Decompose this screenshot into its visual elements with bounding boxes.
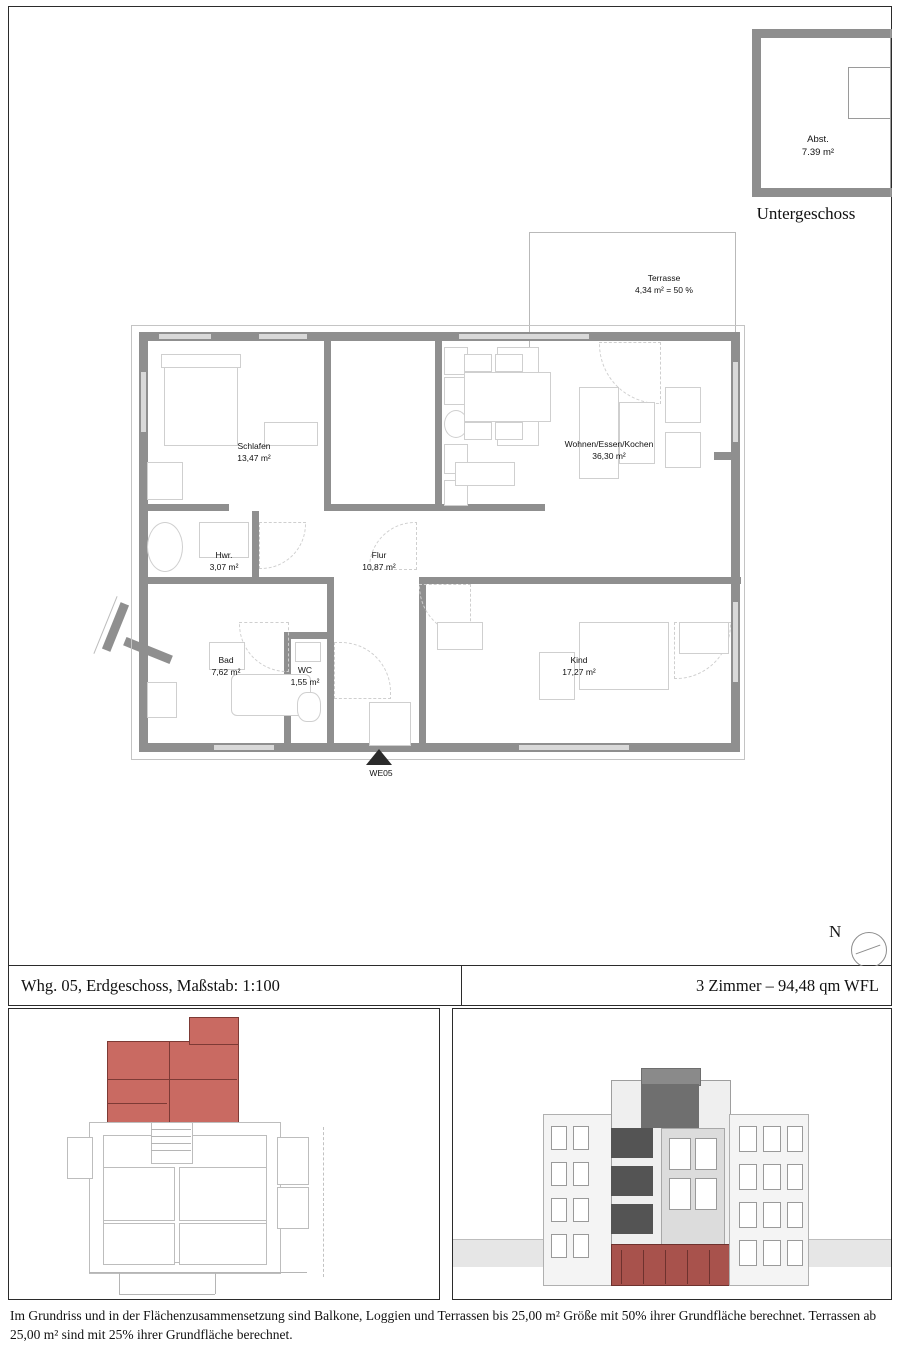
elevation-window-c1 [669, 1138, 691, 1170]
room-name-kind: Kind [570, 655, 588, 665]
elevation-panel [452, 1008, 892, 1300]
basement-room-area: 7.39 m² [801, 147, 835, 158]
window-right-1 [733, 362, 738, 442]
north-label: N [829, 922, 842, 941]
elevation-highlight-unit [611, 1244, 731, 1286]
elevation-window-l3 [551, 1162, 567, 1186]
elevation-window-r9 [787, 1202, 803, 1228]
elevation-window-r4 [739, 1164, 757, 1190]
wall-bath-right [327, 577, 334, 747]
key-plan-stair-tread-2 [151, 1136, 191, 1137]
key-plan-unit-g [277, 1187, 309, 1229]
elevation-window-r12 [787, 1240, 803, 1266]
basement-wall-bottom [752, 188, 892, 197]
window-bedroom-top [159, 334, 211, 339]
furniture-kind-shelf [437, 622, 483, 650]
title-divider [461, 966, 462, 1006]
room-name-wc: WC [297, 665, 313, 675]
furniture-wc-sink [295, 642, 321, 662]
room-area-wc: 1,55 m² [290, 677, 320, 687]
elevation-hl-line-4 [687, 1250, 688, 1284]
furniture-sideboard [455, 462, 515, 486]
key-plan-highlight-terrace [189, 1017, 239, 1045]
elevation-hl-line-1 [621, 1250, 622, 1284]
room-area-schlafen: 13,47 m² [237, 453, 271, 463]
elevation-window-r3 [787, 1126, 803, 1152]
elevation-window-l4 [573, 1162, 589, 1186]
key-plan-unit-b [179, 1167, 267, 1221]
elevation-window-l7 [551, 1234, 567, 1258]
furniture-kind-wardrobe [679, 622, 729, 654]
footnote-text: Im Grundriss und in der Flächenzusammensetzung sind Balkone, Loggien und Terrassen bis 25,00 m² Größe mit 50% ihrer Grundfläche berechnet. Terrassen ab 25,00 m² sind mit 25% ihrer Grundfläche berechnet. [10, 1308, 877, 1342]
room-label-wc [269, 664, 341, 688]
elevation-window-c3 [669, 1178, 691, 1210]
key-plan-drawing [59, 1017, 359, 1297]
elevation-window-c2 [695, 1138, 717, 1170]
elevation-window-c4 [695, 1178, 717, 1210]
window-kind-bottom [519, 745, 629, 750]
elevation-window-r2 [763, 1126, 781, 1152]
wall-bedroom-right [324, 341, 331, 511]
elevation-drawing [543, 1054, 813, 1254]
room-label-flur [334, 549, 424, 573]
key-plan-panel [8, 1008, 440, 1300]
room-label-schlafen [199, 440, 309, 464]
room-label-hwr [179, 549, 269, 573]
room-name-wohnen: Wohnen/Essen/Kochen [564, 439, 654, 449]
north-circle-icon [851, 932, 887, 968]
elevation-balcony-2 [611, 1166, 653, 1196]
door-swing-wc [334, 642, 391, 699]
elevation-window-r1 [739, 1126, 757, 1152]
key-plan-tick-1 [119, 1272, 120, 1294]
furniture-hall-closet [369, 702, 411, 746]
key-plan-unit-f [277, 1137, 309, 1185]
title-left-text: Whg. 05, Erdgeschoss, Maßstab: 1:100 [21, 976, 280, 995]
room-area-wohnen: 36,30 m² [592, 451, 626, 461]
room-name-bad: Bad [218, 655, 234, 665]
north-arrow [829, 922, 889, 962]
title-right-text: 3 Zimmer – 94,48 qm WFL [695, 976, 879, 995]
elevation-window-r10 [739, 1240, 757, 1266]
key-plan-stair-tread-4 [151, 1150, 191, 1151]
line-outline-left [131, 325, 132, 760]
plan-drawing-area [8, 6, 892, 966]
furniture-dining-table [464, 372, 551, 422]
wall-bath-top-right [259, 577, 334, 584]
main-floorplan [119, 222, 759, 782]
furniture-bath-sink [147, 682, 177, 718]
key-plan-unit-c [103, 1223, 175, 1265]
room-label-terrasse [569, 272, 759, 296]
furniture-bed-headboard [161, 354, 241, 368]
basement-inset [744, 29, 892, 197]
elevation-window-l1 [551, 1126, 567, 1150]
elevation-balcony-1 [611, 1128, 653, 1158]
key-plan-stair-tread-1 [151, 1129, 191, 1130]
elevation-window-r7 [739, 1202, 757, 1228]
furniture-armchair-1 [665, 387, 701, 423]
wall-wc-top [284, 632, 334, 639]
elevation-hl-line-5 [709, 1250, 710, 1284]
elevation-balcony-3 [611, 1204, 653, 1234]
key-plan-unit-a [103, 1167, 175, 1221]
window-bath-bottom [214, 745, 274, 750]
basement-wall-top [752, 29, 892, 38]
room-label-wohnen [519, 438, 699, 462]
wall-hwr-left-top [139, 504, 229, 511]
elevation-window-r6 [787, 1164, 803, 1190]
furniture-dining-chair-2 [495, 354, 523, 372]
room-area-terrasse: 4,34 m² = 50 % [635, 285, 693, 295]
room-name-terrasse: Terrasse [647, 273, 681, 283]
elevation-window-r8 [763, 1202, 781, 1228]
key-plan-hl-wall-2 [169, 1041, 170, 1123]
room-label-bad [181, 654, 271, 678]
basement-caption: Untergeschoss [756, 204, 856, 223]
room-area-hwr: 3,07 m² [209, 562, 239, 572]
key-plan-stair-tread-3 [151, 1143, 191, 1144]
entry-arrow-icon [366, 749, 392, 765]
elevation-penthouse [641, 1084, 699, 1128]
line-outline-bottom [131, 759, 745, 760]
line-outline-top [131, 325, 745, 326]
window-right-2 [733, 602, 738, 682]
room-area-flur: 10,87 m² [362, 562, 396, 572]
elevation-hl-line-2 [643, 1250, 644, 1284]
furniture-nightstand [147, 462, 183, 500]
basement-room-label [744, 133, 892, 159]
basement-door-swing [848, 67, 891, 119]
key-plan-tick-3 [215, 1272, 216, 1294]
furniture-dining-chair-3 [464, 422, 492, 440]
elevation-window-r5 [763, 1164, 781, 1190]
key-plan-hl-wall-1 [107, 1079, 237, 1080]
elevation-window-l6 [573, 1198, 589, 1222]
elevation-window-r11 [763, 1240, 781, 1266]
key-plan-highlight-unit [107, 1041, 239, 1125]
room-name-hwr: Hwr. [215, 550, 233, 560]
room-name-schlafen: Schlafen [237, 441, 271, 451]
key-plan-baseline [89, 1272, 307, 1273]
elevation-window-l5 [551, 1198, 567, 1222]
key-plan-unit-e [67, 1137, 93, 1179]
room-area-kind: 17,27 m² [562, 667, 596, 677]
basement-room-name: Abst. [807, 134, 829, 145]
wall-pier-right [714, 452, 732, 460]
elevation-window-l2 [573, 1126, 589, 1150]
unit-marker-label: WE05 [369, 768, 393, 778]
key-plan-hl-wall-3 [107, 1103, 167, 1104]
furniture-shower [147, 522, 183, 572]
elevation-hl-line-3 [665, 1250, 666, 1284]
line-outline-right [744, 325, 745, 760]
key-plan-unit-d [179, 1223, 267, 1265]
furniture-toilet [297, 692, 321, 722]
key-plan-tick-2 [119, 1294, 215, 1295]
elevation-window-l8 [573, 1234, 589, 1258]
room-label-kind [524, 654, 634, 678]
wall-kitchen-left [435, 341, 442, 511]
basement-wall-left [752, 29, 761, 197]
window-living-top [459, 334, 589, 339]
room-name-flur: Flur [371, 550, 387, 560]
key-plan-dashed-right [323, 1127, 324, 1277]
furniture-sofa [579, 387, 619, 479]
wall-kind-top [449, 577, 741, 584]
title-bar [8, 966, 892, 1006]
room-area-bad: 7,62 m² [211, 667, 241, 677]
wall-bath-top [139, 577, 259, 584]
furniture-bed [164, 362, 238, 446]
window-bedroom-top-2 [259, 334, 307, 339]
window-left-1 [141, 372, 146, 432]
furniture-dining-chair-1 [464, 354, 492, 372]
